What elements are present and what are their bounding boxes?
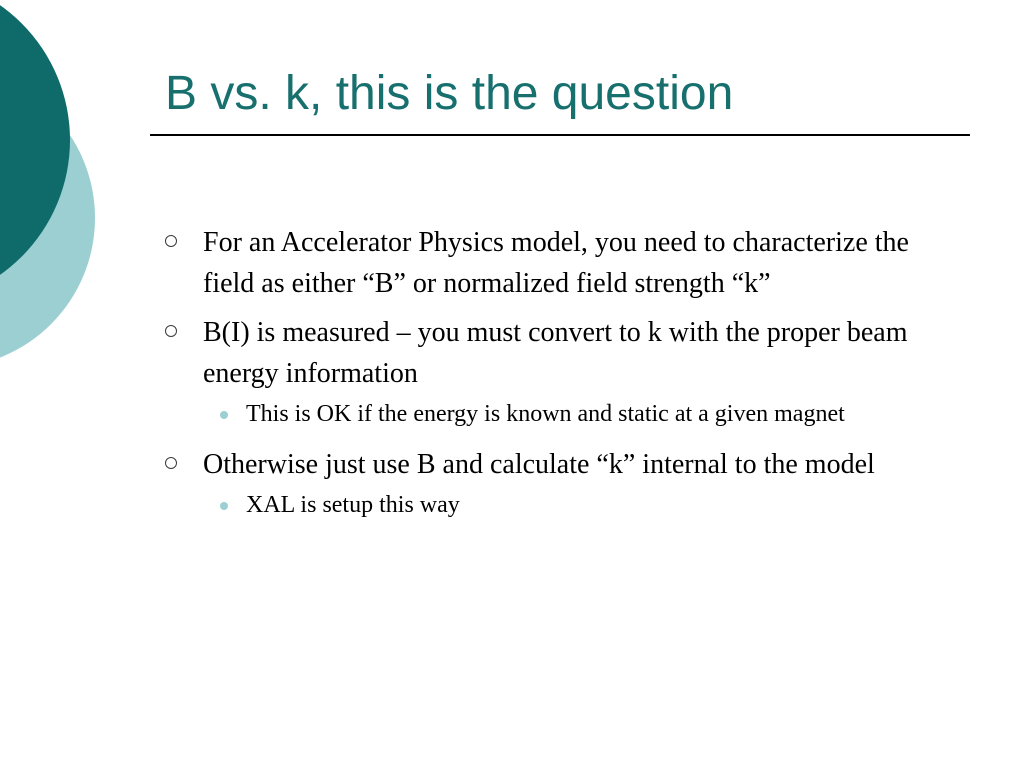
title-divider [150, 134, 970, 136]
dot-bullet-icon [220, 411, 228, 419]
bullet-item [165, 312, 965, 394]
sub-bullet-text: This is OK if the energy is known and static at a given magnet [246, 401, 845, 427]
hollow-circle-bullet-icon [165, 325, 177, 337]
hollow-circle-bullet-icon [165, 457, 177, 469]
hollow-circle-bullet-icon [165, 235, 177, 247]
dot-bullet-icon [220, 502, 228, 510]
bullet-item [165, 222, 965, 304]
bullet-text: For an Accelerator Physics model, you need to characterize the field as either “B” or normalized field strength “k” [203, 227, 909, 299]
slide-title: B vs. k, this is the question [165, 67, 734, 120]
bullet-list [165, 222, 965, 523]
bullet-text: B(I) is measured – you must convert to k with the proper beam energy information [203, 317, 908, 389]
sub-bullet-item [165, 396, 965, 432]
bullet-item [165, 444, 965, 485]
bullet-text: Otherwise just use B and calculate “k” internal to the model [203, 449, 875, 480]
corner-decoration [0, 0, 120, 380]
sub-bullet-item [165, 487, 965, 523]
sub-bullet-text: XAL is setup this way [246, 492, 460, 518]
